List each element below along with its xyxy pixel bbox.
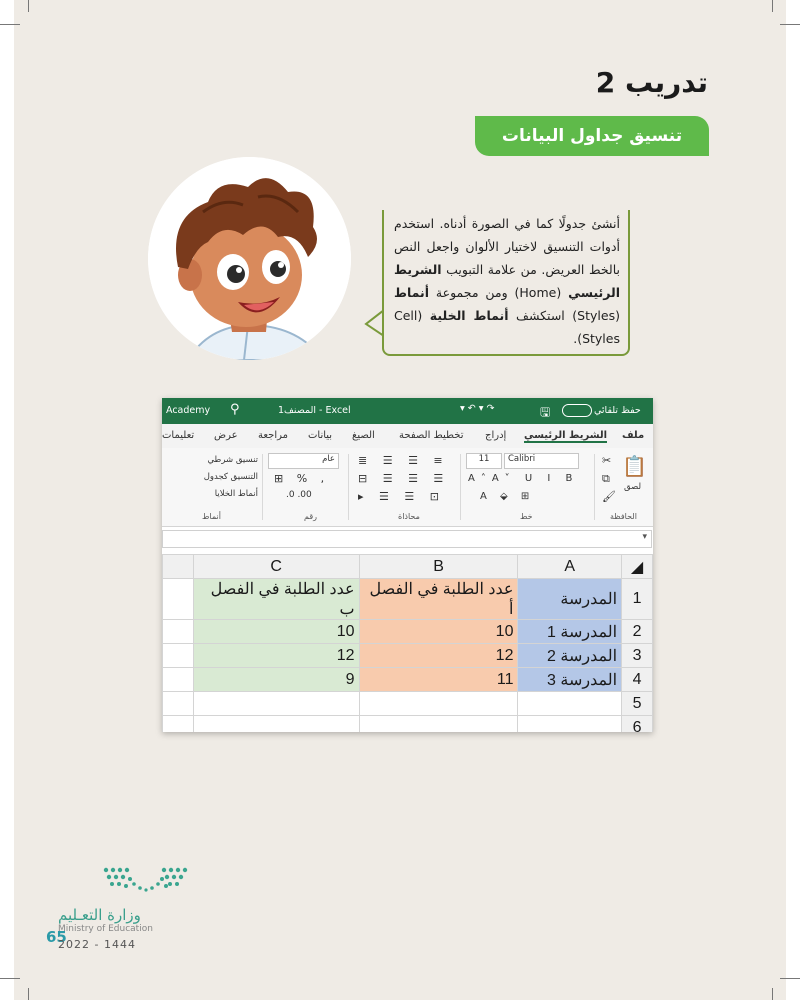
spreadsheet-grid	[162, 554, 653, 732]
menu-home[interactable]: الشريط الرئيسي	[524, 430, 608, 441]
ministry-name-en: Ministry of Education	[58, 924, 153, 934]
column-header-b[interactable]: B	[359, 555, 518, 579]
alignment-icons[interactable]: ≣ ☰ ☰ ≡	[358, 454, 449, 467]
crop-mark	[28, 0, 29, 12]
blank-cell	[163, 644, 194, 668]
instructions-part3: (Styles) استكشف	[508, 308, 620, 323]
font-size-box[interactable]: 11	[466, 453, 502, 469]
number-group-label: رقم	[304, 512, 318, 521]
ribbon-separator	[460, 454, 461, 520]
instructions-part1: أنشئ جدولًا كما في الصورة أدناه. استخدم أدوات التنسيق لاختيار الألوان واجعل النص بالخط العريض. من علامة التبويب	[394, 216, 620, 277]
format-as-table[interactable]: التنسيق كجدول	[203, 472, 258, 482]
autosave-label: حفظ تلقائي	[594, 405, 641, 416]
section-banner: تنسيق جداول البيانات	[475, 116, 709, 156]
cell-c4[interactable]: 9	[193, 668, 359, 692]
excel-ribbon	[162, 448, 653, 527]
cell-b2[interactable]: 10	[359, 620, 518, 644]
instructions-part2: (Home) ومن مجموعة	[429, 285, 569, 300]
cell-b3[interactable]: 12	[359, 644, 518, 668]
ministry-name-ar: وزارة التعـليم	[58, 906, 141, 924]
row-header[interactable]: 3	[622, 644, 653, 668]
ribbon-separator	[594, 454, 595, 520]
cell-a6[interactable]	[518, 716, 622, 733]
exercise-title: تدريب 2	[595, 66, 708, 99]
paste-label: لصق	[624, 482, 642, 492]
column-header-c[interactable]: C	[193, 555, 359, 579]
chevron-down-icon[interactable]: ▾	[642, 532, 647, 542]
year-label: 2022 - 1444	[58, 938, 136, 951]
table-row	[163, 579, 653, 620]
character-avatar	[148, 157, 351, 360]
autosave-toggle[interactable]	[562, 404, 592, 417]
paste-icon[interactable]: 📋	[622, 454, 647, 478]
table-row	[163, 644, 653, 668]
crop-mark	[772, 988, 773, 1000]
menu-help[interactable]: تعليمات	[162, 430, 195, 441]
font-name-box[interactable]: Calibri	[504, 453, 579, 469]
menu-insert[interactable]: إدراج	[485, 430, 507, 441]
crop-mark	[780, 978, 800, 979]
crop-mark	[0, 978, 20, 979]
menu-data[interactable]: بيانات	[308, 430, 333, 441]
crop-mark	[0, 24, 20, 25]
select-all-corner[interactable]: ◢	[622, 555, 653, 579]
cell-a1[interactable]: المدرسة	[518, 579, 622, 620]
instructions-tab: الشريط الرئيسي	[394, 262, 620, 300]
page-number: 65	[46, 928, 67, 946]
styles-group-label: أنماط	[202, 512, 221, 521]
clipboard-group-label: الحافظة	[610, 512, 637, 521]
table-row	[163, 668, 653, 692]
cell-c3[interactable]: 12	[193, 644, 359, 668]
blank-cell	[163, 620, 194, 644]
menu-file[interactable]: ملف	[622, 430, 645, 441]
row-header[interactable]: 6	[622, 716, 653, 733]
blank-cell	[163, 579, 194, 620]
table-row	[163, 692, 653, 716]
cell-b1[interactable]: عدد الطلبة في الفصل أ	[359, 579, 518, 620]
ministry-logo-icon	[100, 864, 192, 894]
menu-formulas[interactable]: الصيغ	[352, 430, 375, 441]
table-row	[163, 716, 653, 733]
cell-b4[interactable]: 11	[359, 668, 518, 692]
menu-page-layout[interactable]: تخطيط الصفحة	[399, 430, 464, 441]
number-format-box[interactable]: عام	[268, 453, 339, 469]
number-format-icons[interactable]: ⊞ % ,	[274, 472, 330, 485]
row-header[interactable]: 2	[622, 620, 653, 644]
filename: المصنف1 - Excel	[278, 405, 351, 416]
cell-a2[interactable]: المدرسة 1	[518, 620, 622, 644]
cell-b6[interactable]	[359, 716, 518, 733]
menu-review[interactable]: مراجعة	[258, 430, 289, 441]
cell-a4[interactable]: المدرسة 3	[518, 668, 622, 692]
save-icon[interactable]: 🖫	[540, 405, 551, 419]
alignment-icons-row3[interactable]: ▸ ☰ ☰ ⊡	[358, 490, 445, 503]
row-header[interactable]: 4	[622, 668, 653, 692]
instructions-text	[394, 212, 620, 350]
font-group-label: خط	[520, 512, 533, 521]
excel-titlebar	[162, 398, 653, 424]
blank-cell	[163, 692, 194, 716]
formula-bar[interactable]	[162, 530, 652, 548]
conditional-formatting[interactable]: تنسيق شرطي	[207, 455, 258, 465]
blank-cell	[163, 716, 194, 733]
cell-c1[interactable]: عدد الطلبة في الفصل ب	[193, 579, 359, 620]
table-row	[163, 620, 653, 644]
cut-icon[interactable]: ✂	[602, 454, 612, 467]
decimal-icons[interactable]: .0 .00	[286, 490, 312, 500]
cell-a5[interactable]	[518, 692, 622, 716]
row-header[interactable]: 1	[622, 579, 653, 620]
search-icon[interactable]: ⚲	[230, 402, 240, 417]
column-header-a[interactable]: A	[518, 555, 622, 579]
format-painter-icon[interactable]: 🖌	[602, 490, 616, 503]
font-style-icons[interactable]: A˄A˅ U I B	[468, 473, 579, 484]
ribbon-separator	[262, 454, 263, 520]
account-label[interactable]: Academy	[166, 405, 211, 416]
cell-styles[interactable]: أنماط الخلايا	[214, 489, 258, 499]
cell-c6[interactable]	[193, 716, 359, 733]
alignment-icons-row2[interactable]: ⊟ ☰ ☰ ☰	[358, 472, 450, 485]
blank-cell	[163, 668, 194, 692]
qat-arrows-icon[interactable]: ▾ ↶ ▾ ↷	[460, 403, 495, 414]
cell-b5[interactable]	[359, 692, 518, 716]
font-color-icons[interactable]: A ⬙ ⊞	[480, 491, 535, 502]
cell-a3[interactable]: المدرسة 2	[518, 644, 622, 668]
copy-icon[interactable]: ⧉	[602, 472, 610, 485]
cell-c2[interactable]: 10	[193, 620, 359, 644]
row-header[interactable]: 5	[622, 692, 653, 716]
menu-view[interactable]: عرض	[214, 430, 238, 441]
excel-window	[162, 398, 653, 732]
crop-mark	[772, 0, 773, 12]
cell-c5[interactable]	[193, 692, 359, 716]
alignment-group-label: محاذاة	[398, 512, 420, 521]
crop-mark	[780, 24, 800, 25]
crop-mark	[28, 988, 29, 1000]
column-header-blank	[163, 555, 194, 579]
instructions-part4: (Cell Styles).	[394, 308, 620, 346]
ribbon-separator	[348, 454, 349, 520]
speech-bubble-tail	[364, 308, 384, 338]
instructions-group: أنماط	[394, 285, 430, 300]
excel-menu-bar	[162, 424, 653, 448]
instructions-styles: أنماط الخلية	[429, 308, 509, 323]
